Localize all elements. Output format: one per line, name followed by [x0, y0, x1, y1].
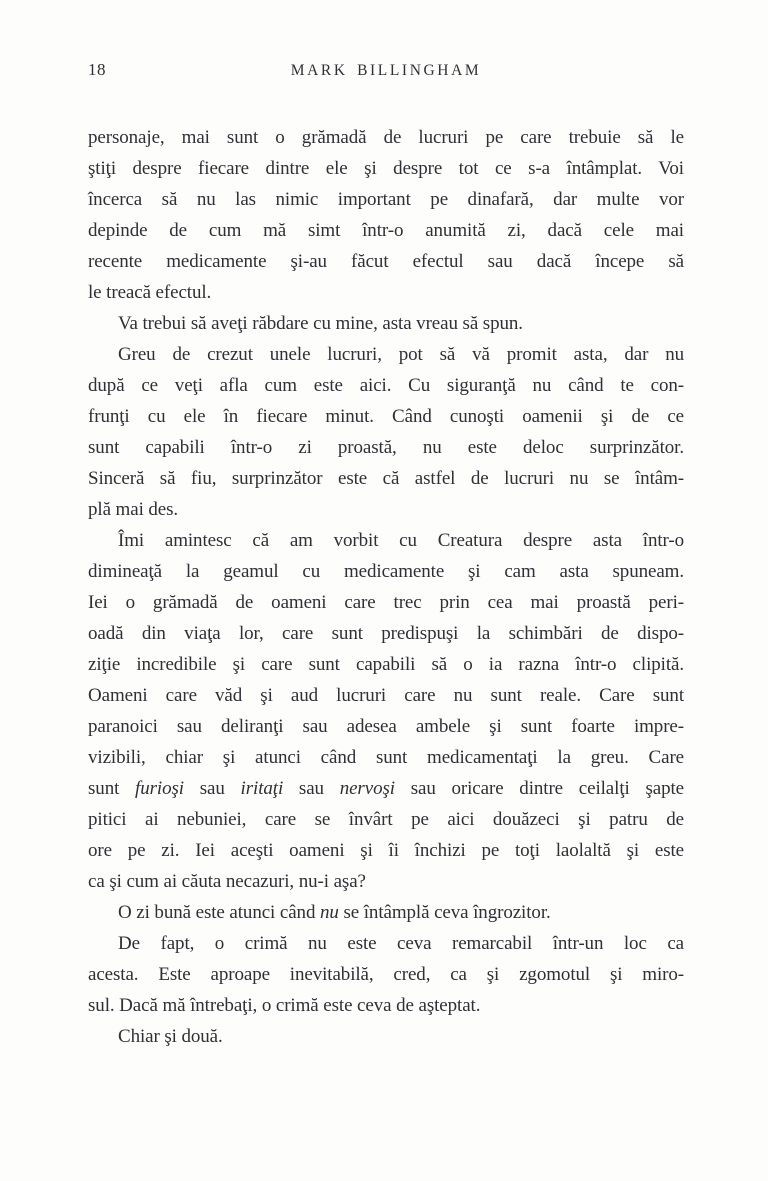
- paragraph: [88, 897, 684, 928]
- paragraph: [88, 928, 684, 1021]
- text-line: sunt capabili într-o zi proastă, nu este deloc surprinzător.: [88, 437, 684, 458]
- text-line: ore pe zi. Iei aceşti oameni şi îi închizi pe toţi laolaltă şi este: [88, 840, 684, 861]
- text-line: personaje, mai sunt o grămadă de lucruri pe care trebuie să le: [88, 127, 684, 148]
- running-head-title: MARK BILLINGHAM: [290, 62, 482, 79]
- page-text: [88, 122, 684, 1052]
- text-line: ca şi cum ai căuta necazuri, nu-i aşa?: [88, 871, 366, 892]
- page-number: 18: [88, 60, 106, 79]
- paragraph: [88, 122, 684, 308]
- text-line: Va trebui să aveţi răbdare cu mine, asta vreau să spun.: [118, 313, 523, 334]
- text-line: acesta. Este aproape inevitabilă, cred, ca şi zgomotul şi miro-: [88, 964, 684, 985]
- text-line: Greu de crezut unele lucruri, pot să vă promit asta, dar nu: [118, 344, 684, 365]
- text-line: le treacă efectul.: [88, 282, 212, 303]
- text-line: Chiar şi două.: [118, 1026, 223, 1047]
- text-line: Îmi amintesc că am vorbit cu Creatura despre asta într-o: [118, 530, 684, 551]
- text-line: vizibili, chiar şi atunci când sunt medicamentaţi la greu. Care: [88, 747, 684, 768]
- text-line: după ce veţi afla cum este aici. Cu siguranţă nu când te con-: [88, 375, 684, 396]
- text-line: ştiţi despre fiecare dintre ele şi despre tot ce s-a întâmplat. Voi: [88, 158, 684, 179]
- text-line: ziţie incredibile şi care sunt capabili să o ia razna într-o clipită.: [88, 654, 684, 675]
- text-line: pitici ai nebuniei, care se învârt pe aici douăzeci şi patru de: [88, 809, 684, 830]
- text-line: Sinceră să fiu, surprinzător este că astfel de lucruri nu se întâm-: [88, 468, 684, 489]
- paragraph: [88, 339, 684, 525]
- text-line: plă mai des.: [88, 499, 179, 520]
- text-line: depinde de cum mă simt într-o anumită zi, dacă cele mai: [88, 220, 684, 241]
- text-line: De fapt, o crimă nu este ceva remarcabil într-un loc ca: [118, 933, 684, 954]
- running-header: [88, 60, 684, 84]
- text-line: sunt furioşi sau iritaţi sau nervoşi sau oricare dintre ceilalţi şapte: [88, 778, 684, 799]
- text-line: dimineaţă la geamul cu medicamente şi cam asta spuneam.: [88, 561, 684, 582]
- text-line: încerca să nu las nimic important pe dinafară, dar multe vor: [88, 189, 684, 210]
- text-line: oadă din viaţa lor, care sunt predispuşi la schimbări de dispo-: [88, 623, 684, 644]
- paragraph: [88, 308, 684, 339]
- text-line: Oameni care văd şi aud lucruri care nu sunt reale. Care sunt: [88, 685, 684, 706]
- paragraph: [88, 525, 684, 897]
- text-line: recente medicamente şi-au făcut efectul sau dacă începe să: [88, 251, 684, 272]
- text-line: paranoici sau deliranţi sau adesea ambele şi sunt foarte impre-: [88, 716, 684, 737]
- paragraph: [88, 1021, 684, 1052]
- text-line: O zi bună este atunci când nu se întâmplă ceva îngrozitor.: [118, 902, 551, 923]
- text-line: Iei o grămadă de oameni care trec prin cea mai proastă peri-: [88, 592, 684, 613]
- text-line: sul. Dacă mă întrebaţi, o crimă este ceva de aşteptat.: [88, 995, 481, 1016]
- text-line: frunţi cu ele în fiecare minut. Când cunoşti oamenii şi de ce: [88, 406, 684, 427]
